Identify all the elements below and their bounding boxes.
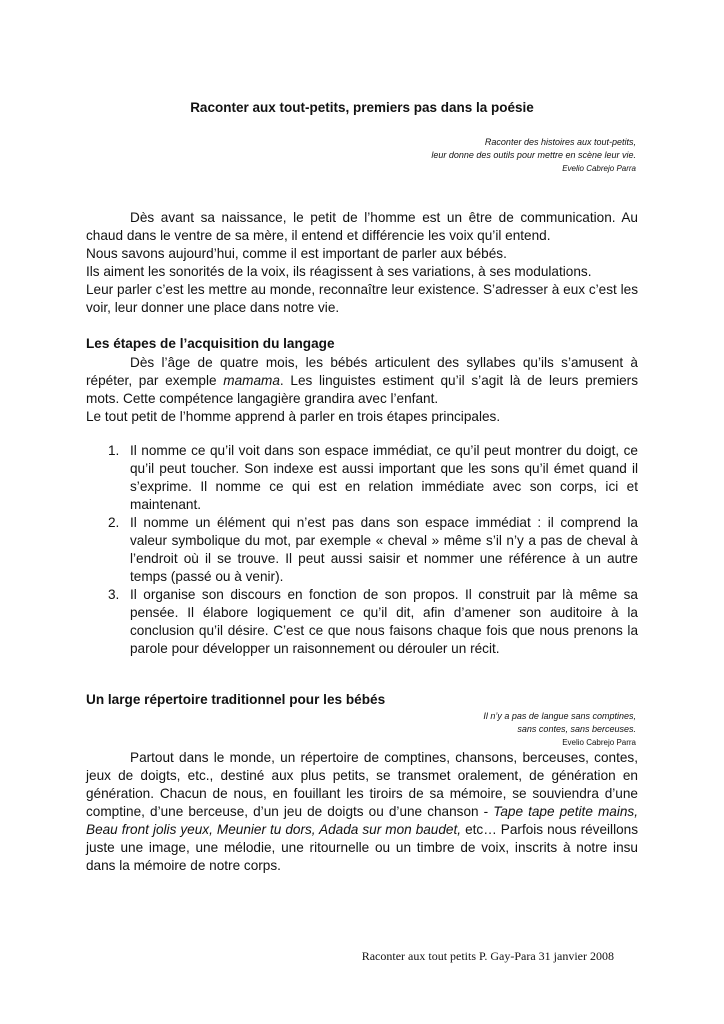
list-item-text: Il organise son discours en fonction de son propos. Il construit par là même sa pensée. Il élabore logiquement ce qu’il dit, afin d’amener son auditoire à la conclusion qu’il désire. C’est ce que nous faisons chaque fois que nous prenons la parole pour développer un raisonnement ou dérouler un récit. bbox=[130, 587, 638, 656]
list-item bbox=[86, 586, 638, 658]
list-item-text: Il nomme un élément qui n’est pas dans son espace immédiat : il comprend la valeur symbolique du mot, par exemple « cheval » même s’il n’y a pas de cheval à l’endroit où il se trouve. Il peut aussi saisir et nommer une référence à un autre temps (passé ou à venir). bbox=[130, 515, 638, 584]
page-footer: Raconter aux tout petits P. Gay-Para 31 janvier 2008 bbox=[361, 949, 614, 963]
steps-list bbox=[86, 442, 638, 658]
intro-text: Ils aiment les sonorités de la voix, ils réagissent à ses variations, à ses modulations. bbox=[86, 264, 592, 279]
intro-text: Leur parler c’est les mettre au monde, reconnaître leur existence. S’adresser à eux c’est les voir, leur donner une place dans notre vie. bbox=[86, 282, 638, 315]
paragraph-text: . Les linguistes estiment qu’il s’agit là de leurs premiers mots. Cette compétence langagière grandira avec l’enfant. bbox=[86, 373, 638, 406]
paragraph-text: Le tout petit de l’homme apprend à parler en trois étapes principales. bbox=[86, 409, 501, 424]
intro-text: Nous savons aujourd’hui, comme il est important de parler aux bébés. bbox=[86, 246, 507, 261]
section-paragraph bbox=[86, 354, 638, 426]
emphasis-text: mamama bbox=[223, 373, 280, 388]
paragraph-text: etc… Parfois nous réveillons juste une image, une mélodie, une ritournelle ou un timbre de voix, inscrits à notre insu dans la mémoire de notre corps. bbox=[86, 822, 639, 873]
epigraph-line: sans contes, sans berceuses. bbox=[517, 724, 636, 734]
epigraph-line: leur donne des outils pour mettre en scène leur vie. bbox=[431, 150, 636, 160]
intro-text: Dès avant sa naissance, le petit de l’homme est un être de communication. Au chaud dans le ventre de sa mère, il entend et différencie les voix qu’il entend. bbox=[86, 210, 638, 243]
epigraph-line: Il n’y a pas de langue sans comptines, bbox=[483, 711, 636, 721]
list-item bbox=[86, 514, 638, 586]
list-number: 3. bbox=[108, 587, 120, 602]
paragraph-text: Dès l’âge de quatre mois, les bébés articulent des syllabes qu’ils s’amusent à répéter, par exemple bbox=[86, 355, 638, 388]
list-number: 2. bbox=[108, 515, 120, 530]
list-number: 1. bbox=[108, 443, 120, 458]
epigraph-author: Evelio Cabrejo Parra bbox=[562, 164, 636, 173]
list-item-text: Il nomme ce qu’il voit dans son espace immédiat, ce qu’il peut montrer du doigt, ce qu’il peut toucher. Son indexe est aussi important que les sons qu’il émet quand il s’exprime. Il nomme ce qui est en relation immédiate avec son corps, ici et maintenant. bbox=[130, 443, 638, 512]
intro-paragraph bbox=[86, 209, 638, 317]
epigraph-author: Evelio Cabrejo Parra bbox=[562, 738, 636, 747]
emphasis-text: Tape tape petite mains, Beau front jolis yeux, Meunier tu dors, Adada sur mon baudet, bbox=[86, 804, 638, 837]
section-paragraph bbox=[86, 749, 638, 875]
epigraph bbox=[431, 136, 636, 175]
paragraph-text: Partout dans le monde, un répertoire de comptines, chansons, berceuses, contes, jeux de doigts, etc., destiné aux plus petits, se transmet oralement, de génération en génération. Chacun de nous, en fouillant les tiroirs de sa mémoire, se souviendra d’une comptine, d’une berceuse, d’un jeu de doigts ou d’une chanson - bbox=[86, 750, 638, 819]
section-heading: Les étapes de l’acquisition du langage bbox=[86, 336, 335, 351]
section-heading: Un large répertoire traditionnel pour les bébés bbox=[86, 692, 386, 707]
epigraph-line: Raconter des histoires aux tout-petits, bbox=[484, 137, 636, 147]
list-item bbox=[86, 442, 638, 514]
epigraph bbox=[483, 710, 636, 749]
page-title: Raconter aux tout-petits, premiers pas dans la poésie bbox=[190, 100, 534, 115]
